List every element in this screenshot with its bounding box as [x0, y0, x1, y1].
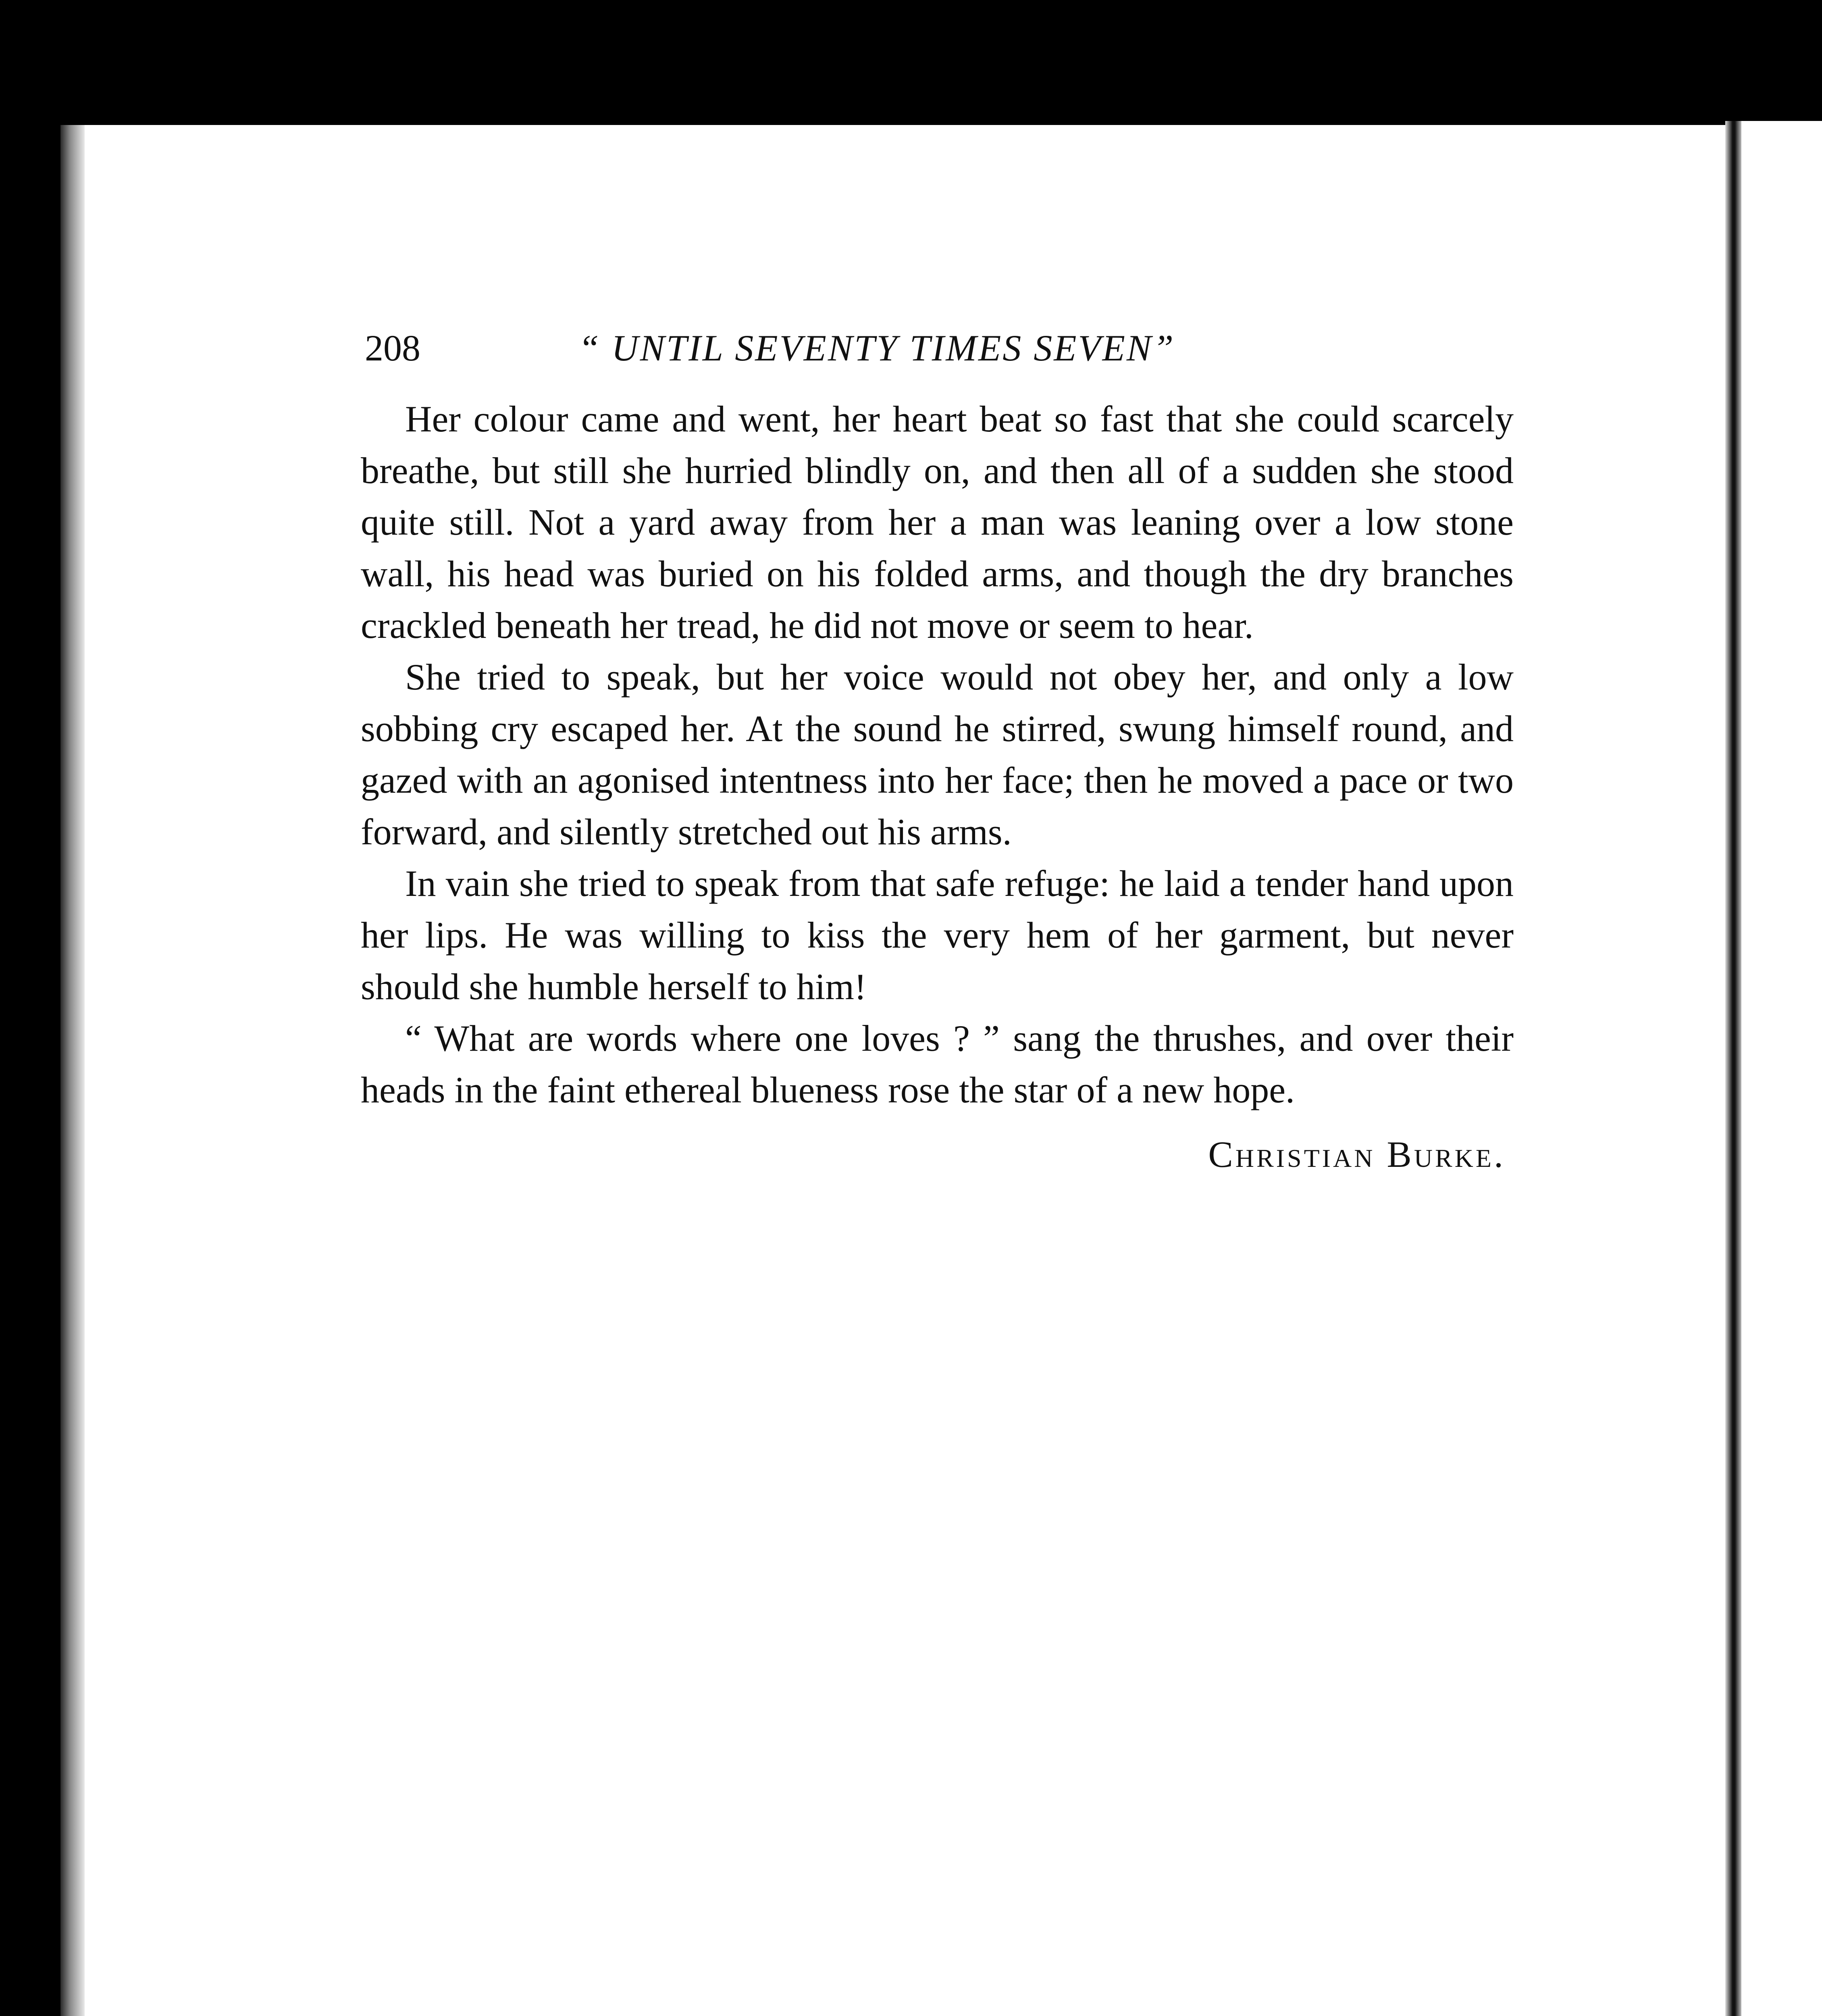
next-page-edge — [1741, 121, 1822, 2016]
paragraph: She tried to speak, but her voice would not obey her, and only a low sobbing cry escaped her. At the sound he stirred, swung himself round, and gazed with an agonised intentness into her face; then he moved a pace or two forward, and silently stretched out his arms. — [361, 656, 1514, 852]
body-text — [361, 393, 1514, 1180]
author-byline: Christian Burke. — [1208, 1134, 1506, 1175]
paragraph: “ What are words where one loves ? ” sang the thrushes, and over their heads in the faint ethereal blueness rose the star of a new hope. — [361, 1018, 1514, 1110]
paragraph: In vain she tried to speak from that safe refuge: he laid a tender hand upon her lips. He was willing to kiss the very hem of her garment, but never should she humble herself to him! — [361, 863, 1514, 1007]
page-number: 208 — [365, 327, 420, 369]
paragraph: Her colour came and went, her heart beat so fast that she could scarcely breathe, but still she hurried blindly on, and then all of a sudden she stood quite still. Not a yard away from her a man was leaning over a low stone wall, his head was buried on his folded arms, and though the dry branches crackled beneath her tread, he did not move or seem to hear. — [361, 398, 1514, 646]
binding-gutter — [1725, 121, 1741, 2016]
running-title: “ UNTIL SEVENTY TIMES SEVEN” — [578, 327, 1175, 369]
running-head — [365, 327, 1554, 387]
page-edge-shadow — [60, 125, 85, 2016]
